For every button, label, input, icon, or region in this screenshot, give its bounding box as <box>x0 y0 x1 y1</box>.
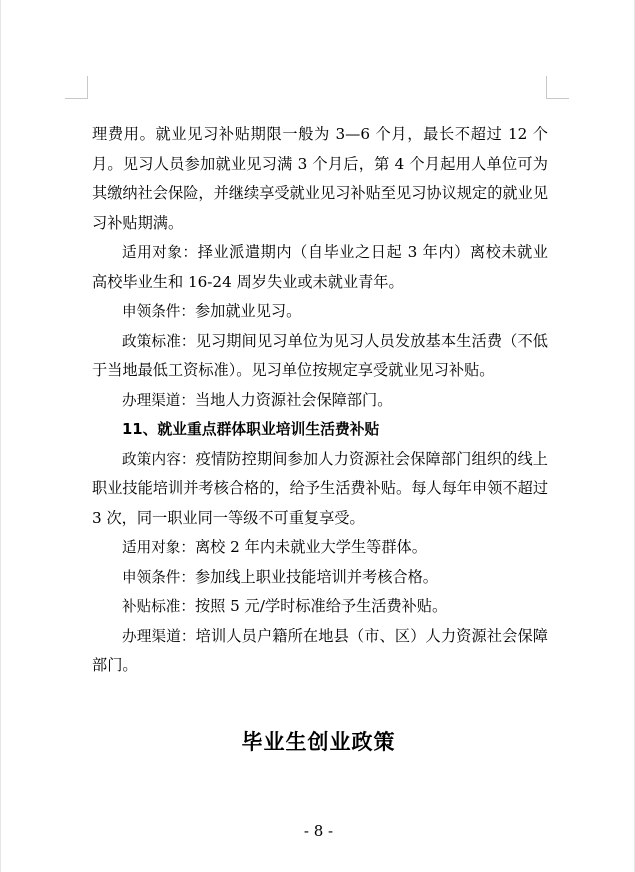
field-label: 申领条件： <box>122 568 195 586</box>
field-label: 政策标准： <box>122 332 196 350</box>
field-text: 培训人员户籍所在地县（市、区）人力资源社会保障部门。 <box>92 626 548 674</box>
paragraph-policy-content <box>92 445 548 534</box>
paragraph-application-conditions <box>92 297 548 327</box>
field-label: 申领条件： <box>122 303 195 320</box>
field-text: 离校 2 年内未就业大学生等群体。 <box>194 538 427 556</box>
field-text: 疫情防控期间参加人力资源社会保障部门组织的线上职业技能培训并考核合格的，给予生活费补贴。每人每年申领不超过 3 次，同一职业同一等级不可重复享受。 <box>92 449 548 527</box>
field-text: 按照 5 元/学时标准给予生活费补贴。 <box>194 597 448 615</box>
field-text: 当地人力资源社会保障部门。 <box>194 390 393 409</box>
paragraph-applicable-targets <box>92 238 548 297</box>
crop-mark-top-right <box>546 76 569 99</box>
document-body <box>92 120 548 681</box>
field-label: 政策内容： <box>122 450 196 468</box>
paragraph-application-conditions-2 <box>92 563 548 593</box>
field-text: 参加就业见习。 <box>194 302 302 320</box>
page-number: - 8 - <box>303 822 334 840</box>
section-title: 毕业生创业政策 <box>241 730 396 754</box>
field-text: 择业派遣期内（自毕业之日起 3 年内）离校未就业高校毕业生和 16-24 周岁失业或未就业青年。 <box>92 243 548 291</box>
paragraph-handling-channel <box>92 386 548 416</box>
paragraph-policy-standard <box>92 327 548 386</box>
paragraph-subsidy-period: 理费用。就业见习补贴期限一般为 3—6 个月，最长不超过 12 个月。见习人员参加就业见习满 3 个月后，第 4 个月起用人单位可为其缴纳社会保险，并继续享受就业见习补贴至见习协议规定的就业见习补贴期满。 <box>92 125 548 232</box>
paragraph-handling-channel-2 <box>92 622 548 681</box>
section-heading-training-subsidy: 11、就业重点群体职业培训生活费补贴 <box>122 421 380 438</box>
field-label: 适用对象： <box>122 539 195 556</box>
field-label: 办理渠道： <box>122 627 196 645</box>
field-label: 办理渠道： <box>122 391 195 409</box>
paragraph-subsidy-standard <box>92 592 548 622</box>
paragraph-applicable-targets-2 <box>92 533 548 563</box>
field-label: 补贴标准： <box>122 598 195 615</box>
crop-mark-top-left <box>65 76 88 99</box>
field-text: 参加线上职业技能培训并考核合格。 <box>194 567 438 586</box>
field-label: 适用对象： <box>122 244 198 261</box>
field-text: 见习期间见习单位为见习人员发放基本生活费（不低于当地最低工资标准）。见习单位按规定享受就业见习补贴。 <box>92 331 548 379</box>
